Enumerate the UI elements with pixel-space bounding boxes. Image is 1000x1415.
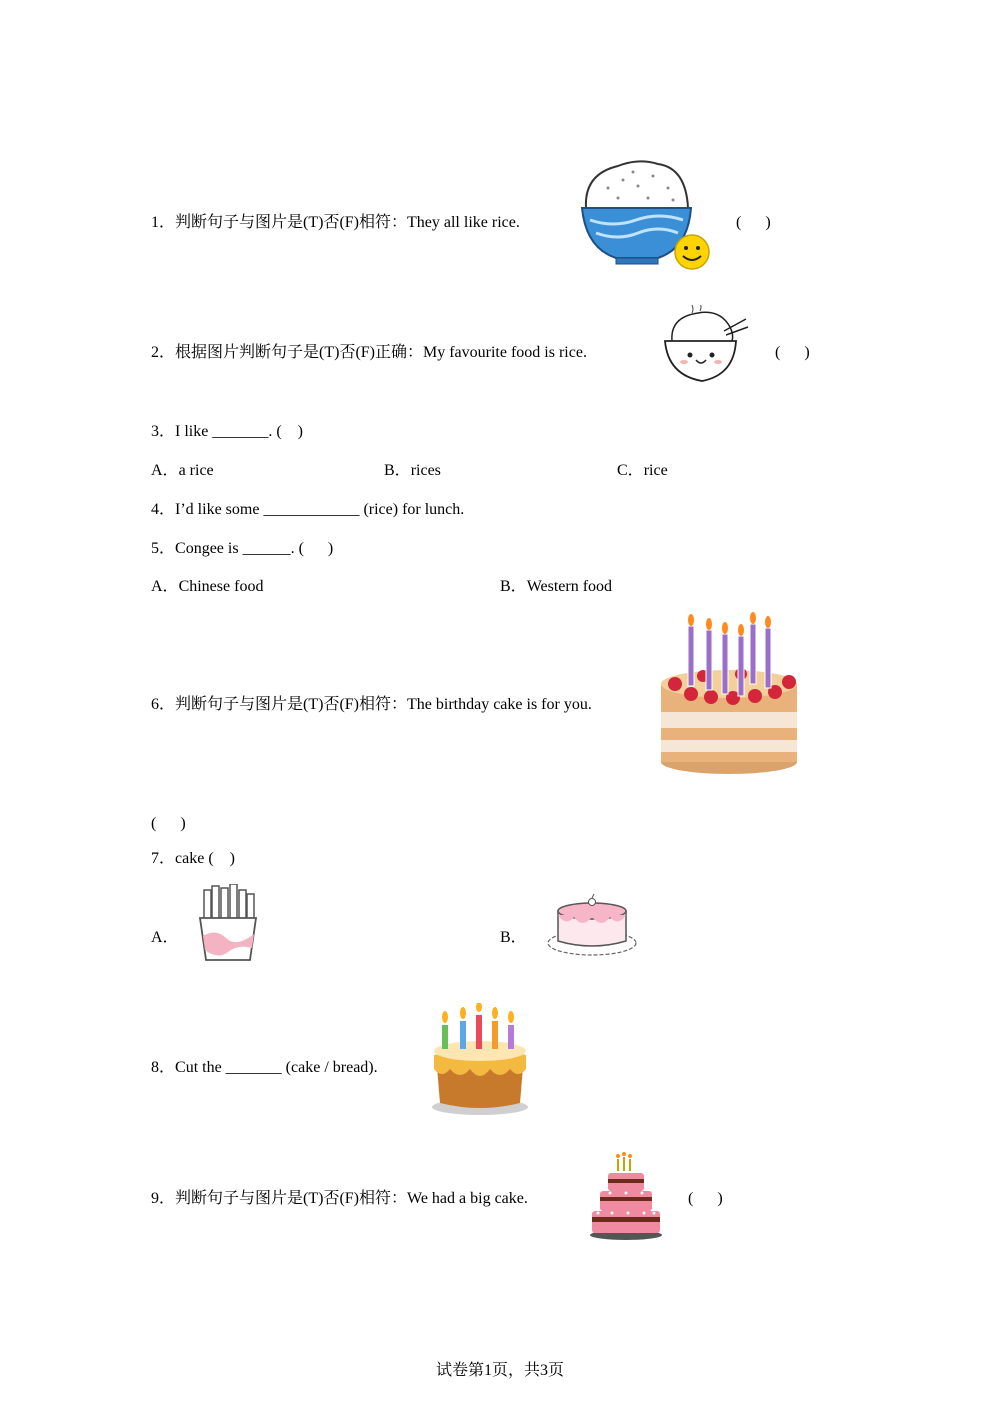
option-text: Chinese food: [178, 578, 264, 595]
question-3: [151, 422, 303, 442]
question-7: [151, 849, 235, 869]
option-a[interactable]: [151, 461, 214, 481]
option-b[interactable]: [384, 461, 441, 481]
question-text: cake ( ): [175, 850, 235, 867]
question-8: [151, 1058, 378, 1078]
question-number: 1．: [151, 214, 176, 231]
option-c[interactable]: [617, 461, 668, 481]
question-9: [151, 1189, 528, 1209]
question-number: 2．: [151, 344, 176, 361]
option-label: B．: [500, 578, 527, 595]
question-text: 判断句子与图片是(T)否(F)相符：They all like rice.: [175, 214, 520, 231]
question-text: 判断句子与图片是(T)否(F)相符：We had a big cake.: [175, 1190, 528, 1207]
option-a[interactable]: [151, 928, 179, 948]
question-number: 4．: [151, 501, 176, 518]
option-label: A．: [151, 929, 179, 946]
question-5: [151, 539, 333, 559]
answer-bracket: ( ): [688, 1190, 723, 1207]
option-label: C．: [617, 462, 644, 479]
option-text: rices: [410, 462, 441, 479]
question-text: I’d like some ____________ (rice) for lunch.: [175, 501, 465, 518]
option-b[interactable]: [500, 928, 527, 948]
page-footer: 试卷第1页，共3页: [435, 1362, 564, 1379]
option-text: Western food: [526, 578, 613, 595]
question-number: 6．: [151, 696, 176, 713]
question-number: 7．: [151, 850, 176, 867]
option-b[interactable]: [500, 577, 612, 597]
question-number: 9．: [151, 1190, 176, 1207]
option-label: A．: [151, 578, 179, 595]
answer-bracket: ( ): [151, 815, 186, 832]
rice-bowl-smiley-image: [578, 158, 716, 274]
kawaii-rice-bowl-image: [660, 305, 750, 389]
question-text: Congee is ______. ( ): [175, 540, 334, 557]
question-text: Cut the _______ (cake / bread).: [175, 1059, 378, 1076]
french-fries-image[interactable]: [194, 884, 262, 964]
option-label: B．: [384, 462, 411, 479]
option-a[interactable]: [151, 577, 263, 597]
pink-cake-image[interactable]: [546, 893, 638, 963]
question-text: 根据图片判断句子是(T)否(F)正确：My favourite food is rice.: [175, 344, 587, 361]
question-number: 8．: [151, 1059, 176, 1076]
question-1: [151, 213, 520, 233]
question-4: [151, 500, 464, 520]
option-text: rice: [643, 462, 668, 479]
option-label: B．: [500, 929, 527, 946]
tiered-cake-image: [588, 1151, 664, 1241]
question-number: 3．: [151, 423, 176, 440]
answer-bracket: ( ): [775, 344, 810, 361]
question-text: I like _______. ( ): [175, 423, 303, 440]
option-text: a rice: [178, 462, 214, 479]
birthday-cake-candles-image: [655, 612, 803, 778]
birthday-cake-image: [428, 1003, 532, 1117]
question-text: 判断句子与图片是(T)否(F)相符：The birthday cake is for you.: [175, 696, 592, 713]
question-number: 5．: [151, 540, 176, 557]
option-label: A．: [151, 462, 179, 479]
question-2: [151, 343, 587, 363]
answer-bracket: ( ): [736, 214, 771, 231]
question-6: [151, 695, 592, 715]
